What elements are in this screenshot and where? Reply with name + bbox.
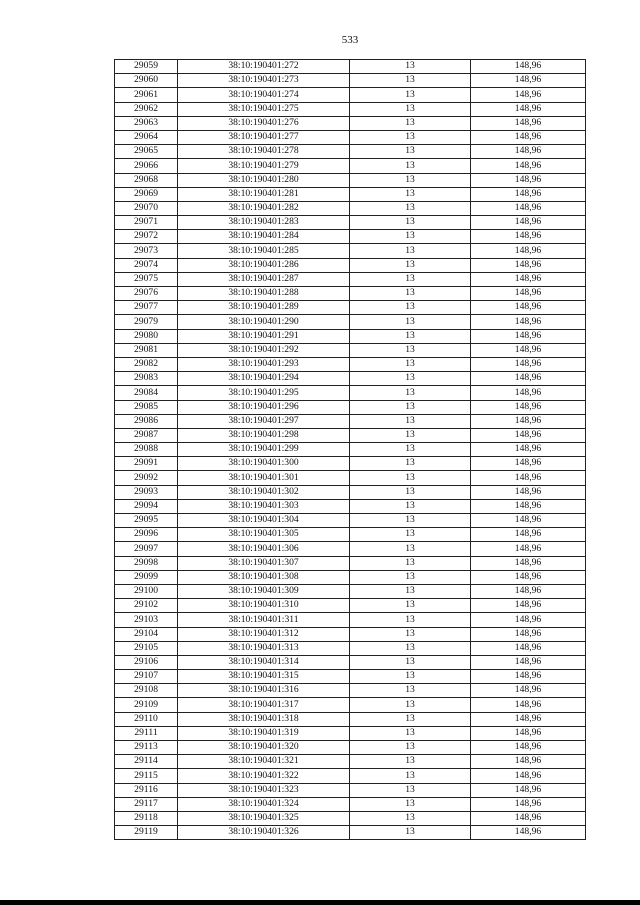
table-row <box>115 329 586 343</box>
count-cell: 13 <box>350 457 471 471</box>
cadastral-number-cell: 38:10:190401:295 <box>178 386 350 400</box>
cadastral-number-cell: 38:10:190401:284 <box>178 230 350 244</box>
table-row <box>115 627 586 641</box>
table-row <box>115 741 586 755</box>
row-number-cell: 29084 <box>115 386 178 400</box>
count-cell: 13 <box>350 613 471 627</box>
cadastral-number-cell: 38:10:190401:311 <box>178 613 350 627</box>
cadastral-number-cell: 38:10:190401:288 <box>178 287 350 301</box>
count-cell: 13 <box>350 797 471 811</box>
row-number-cell: 29082 <box>115 357 178 371</box>
count-cell: 13 <box>350 485 471 499</box>
area-value-cell: 148,96 <box>471 400 586 414</box>
row-number-cell: 29088 <box>115 443 178 457</box>
count-cell: 13 <box>350 499 471 513</box>
row-number-cell: 29093 <box>115 485 178 499</box>
cadastral-number-cell: 38:10:190401:300 <box>178 457 350 471</box>
count-cell: 13 <box>350 329 471 343</box>
count-cell: 13 <box>350 187 471 201</box>
count-cell: 13 <box>350 88 471 102</box>
row-number-cell: 29099 <box>115 570 178 584</box>
cadastral-number-cell: 38:10:190401:293 <box>178 357 350 371</box>
table-row <box>115 230 586 244</box>
area-value-cell: 148,96 <box>471 599 586 613</box>
count-cell: 13 <box>350 315 471 329</box>
count-cell: 13 <box>350 570 471 584</box>
row-number-cell: 29070 <box>115 201 178 215</box>
count-cell: 13 <box>350 769 471 783</box>
count-cell: 13 <box>350 684 471 698</box>
table-row <box>115 145 586 159</box>
area-value-cell: 148,96 <box>471 655 586 669</box>
table-body <box>115 60 586 840</box>
cadastral-number-cell: 38:10:190401:317 <box>178 698 350 712</box>
count-cell: 13 <box>350 599 471 613</box>
table-row <box>115 613 586 627</box>
area-value-cell: 148,96 <box>471 201 586 215</box>
table-row <box>115 116 586 130</box>
area-value-cell: 148,96 <box>471 514 586 528</box>
row-number-cell: 29115 <box>115 769 178 783</box>
cadastral-number-cell: 38:10:190401:291 <box>178 329 350 343</box>
row-number-cell: 29108 <box>115 684 178 698</box>
cadastral-number-cell: 38:10:190401:325 <box>178 811 350 825</box>
cadastral-number-cell: 38:10:190401:280 <box>178 173 350 187</box>
area-value-cell: 148,96 <box>471 414 586 428</box>
table-row <box>115 258 586 272</box>
row-number-cell: 29066 <box>115 159 178 173</box>
row-number-cell: 29065 <box>115 145 178 159</box>
cadastral-number-cell: 38:10:190401:306 <box>178 542 350 556</box>
table-row <box>115 698 586 712</box>
cadastral-number-cell: 38:10:190401:322 <box>178 769 350 783</box>
row-number-cell: 29079 <box>115 315 178 329</box>
table-row <box>115 826 586 840</box>
count-cell: 13 <box>350 244 471 258</box>
row-number-cell: 29061 <box>115 88 178 102</box>
count-cell: 13 <box>350 741 471 755</box>
table-row <box>115 783 586 797</box>
row-number-cell: 29111 <box>115 726 178 740</box>
area-value-cell: 148,96 <box>471 145 586 159</box>
area-value-cell: 148,96 <box>471 826 586 840</box>
area-value-cell: 148,96 <box>471 287 586 301</box>
cadastral-number-cell: 38:10:190401:305 <box>178 528 350 542</box>
area-value-cell: 148,96 <box>471 329 586 343</box>
cadastral-number-cell: 38:10:190401:273 <box>178 74 350 88</box>
cadastral-number-cell: 38:10:190401:310 <box>178 599 350 613</box>
area-value-cell: 148,96 <box>471 372 586 386</box>
row-number-cell: 29074 <box>115 258 178 272</box>
cadastral-number-cell: 38:10:190401:302 <box>178 485 350 499</box>
cadastral-number-cell: 38:10:190401:315 <box>178 670 350 684</box>
table-row <box>115 315 586 329</box>
cadastral-number-cell: 38:10:190401:275 <box>178 102 350 116</box>
table-row <box>115 641 586 655</box>
row-number-cell: 29096 <box>115 528 178 542</box>
table-row <box>115 201 586 215</box>
table-row <box>115 584 586 598</box>
table-row <box>115 88 586 102</box>
table-row <box>115 414 586 428</box>
cadastral-number-cell: 38:10:190401:297 <box>178 414 350 428</box>
table-row <box>115 528 586 542</box>
count-cell: 13 <box>350 159 471 173</box>
cadastral-number-cell: 38:10:190401:313 <box>178 641 350 655</box>
cadastral-number-cell: 38:10:190401:285 <box>178 244 350 258</box>
row-number-cell: 29059 <box>115 60 178 74</box>
table-row <box>115 287 586 301</box>
table-row <box>115 272 586 286</box>
row-number-cell: 29110 <box>115 712 178 726</box>
count-cell: 13 <box>350 357 471 371</box>
count-cell: 13 <box>350 514 471 528</box>
area-value-cell: 148,96 <box>471 726 586 740</box>
cadastral-number-cell: 38:10:190401:292 <box>178 343 350 357</box>
table-row <box>115 343 586 357</box>
table-row <box>115 712 586 726</box>
row-number-cell: 29086 <box>115 414 178 428</box>
row-number-cell: 29060 <box>115 74 178 88</box>
area-value-cell: 148,96 <box>471 698 586 712</box>
table-row <box>115 471 586 485</box>
count-cell: 13 <box>350 258 471 272</box>
area-value-cell: 148,96 <box>471 457 586 471</box>
row-number-cell: 29113 <box>115 741 178 755</box>
count-cell: 13 <box>350 428 471 442</box>
table-row <box>115 655 586 669</box>
count-cell: 13 <box>350 272 471 286</box>
area-value-cell: 148,96 <box>471 88 586 102</box>
table-row <box>115 570 586 584</box>
area-value-cell: 148,96 <box>471 613 586 627</box>
area-value-cell: 148,96 <box>471 428 586 442</box>
row-number-cell: 29064 <box>115 130 178 144</box>
table-row <box>115 400 586 414</box>
scan-bottom-edge <box>0 900 640 905</box>
cadastral-number-cell: 38:10:190401:301 <box>178 471 350 485</box>
area-value-cell: 148,96 <box>471 769 586 783</box>
area-value-cell: 148,96 <box>471 159 586 173</box>
cadastral-number-cell: 38:10:190401:283 <box>178 216 350 230</box>
row-number-cell: 29102 <box>115 599 178 613</box>
count-cell: 13 <box>350 287 471 301</box>
row-number-cell: 29063 <box>115 116 178 130</box>
table-row <box>115 357 586 371</box>
row-number-cell: 29106 <box>115 655 178 669</box>
row-number-cell: 29100 <box>115 584 178 598</box>
count-cell: 13 <box>350 301 471 315</box>
area-value-cell: 148,96 <box>471 797 586 811</box>
count-cell: 13 <box>350 102 471 116</box>
cadastral-number-cell: 38:10:190401:319 <box>178 726 350 740</box>
area-value-cell: 148,96 <box>471 244 586 258</box>
count-cell: 13 <box>350 60 471 74</box>
table-row <box>115 684 586 698</box>
table-row <box>115 386 586 400</box>
row-number-cell: 29076 <box>115 287 178 301</box>
table-row <box>115 755 586 769</box>
cadastral-number-cell: 38:10:190401:299 <box>178 443 350 457</box>
area-value-cell: 148,96 <box>471 130 586 144</box>
count-cell: 13 <box>350 811 471 825</box>
cadastral-number-cell: 38:10:190401:276 <box>178 116 350 130</box>
table-row <box>115 372 586 386</box>
area-value-cell: 148,96 <box>471 74 586 88</box>
row-number-cell: 29073 <box>115 244 178 258</box>
count-cell: 13 <box>350 386 471 400</box>
table-row <box>115 216 586 230</box>
area-value-cell: 148,96 <box>471 272 586 286</box>
cadastral-number-cell: 38:10:190401:308 <box>178 570 350 584</box>
table-row <box>115 102 586 116</box>
count-cell: 13 <box>350 230 471 244</box>
area-value-cell: 148,96 <box>471 301 586 315</box>
row-number-cell: 29118 <box>115 811 178 825</box>
row-number-cell: 29069 <box>115 187 178 201</box>
cadastral-number-cell: 38:10:190401:323 <box>178 783 350 797</box>
table-row <box>115 599 586 613</box>
row-number-cell: 29075 <box>115 272 178 286</box>
count-cell: 13 <box>350 712 471 726</box>
cadastral-number-cell: 38:10:190401:278 <box>178 145 350 159</box>
area-value-cell: 148,96 <box>471 258 586 272</box>
count-cell: 13 <box>350 471 471 485</box>
row-number-cell: 29104 <box>115 627 178 641</box>
count-cell: 13 <box>350 372 471 386</box>
table-row <box>115 301 586 315</box>
area-value-cell: 148,96 <box>471 187 586 201</box>
count-cell: 13 <box>350 201 471 215</box>
row-number-cell: 29116 <box>115 783 178 797</box>
cadastral-number-cell: 38:10:190401:324 <box>178 797 350 811</box>
table-row <box>115 244 586 258</box>
row-number-cell: 29085 <box>115 400 178 414</box>
area-value-cell: 148,96 <box>471 216 586 230</box>
cadastral-number-cell: 38:10:190401:281 <box>178 187 350 201</box>
row-number-cell: 29094 <box>115 499 178 513</box>
row-number-cell: 29087 <box>115 428 178 442</box>
cadastral-number-cell: 38:10:190401:286 <box>178 258 350 272</box>
area-value-cell: 148,96 <box>471 684 586 698</box>
count-cell: 13 <box>350 74 471 88</box>
row-number-cell: 29071 <box>115 216 178 230</box>
cadastral-number-cell: 38:10:190401:272 <box>178 60 350 74</box>
row-number-cell: 29109 <box>115 698 178 712</box>
table-row <box>115 187 586 201</box>
cadastral-number-cell: 38:10:190401:294 <box>178 372 350 386</box>
area-value-cell: 148,96 <box>471 755 586 769</box>
row-number-cell: 29119 <box>115 826 178 840</box>
area-value-cell: 148,96 <box>471 357 586 371</box>
table-row <box>115 60 586 74</box>
row-number-cell: 29103 <box>115 613 178 627</box>
table-row <box>115 443 586 457</box>
count-cell: 13 <box>350 556 471 570</box>
page-number: 533 <box>341 34 359 46</box>
area-value-cell: 148,96 <box>471 783 586 797</box>
cadastral-number-cell: 38:10:190401:326 <box>178 826 350 840</box>
table-row <box>115 130 586 144</box>
cadastral-number-cell: 38:10:190401:318 <box>178 712 350 726</box>
cadastral-number-cell: 38:10:190401:277 <box>178 130 350 144</box>
table-row <box>115 74 586 88</box>
row-number-cell: 29068 <box>115 173 178 187</box>
row-number-cell: 29092 <box>115 471 178 485</box>
cadastral-number-cell: 38:10:190401:321 <box>178 755 350 769</box>
cadastral-number-cell: 38:10:190401:312 <box>178 627 350 641</box>
area-value-cell: 148,96 <box>471 343 586 357</box>
cadastral-number-cell: 38:10:190401:316 <box>178 684 350 698</box>
count-cell: 13 <box>350 414 471 428</box>
count-cell: 13 <box>350 173 471 187</box>
row-number-cell: 29117 <box>115 797 178 811</box>
count-cell: 13 <box>350 641 471 655</box>
row-number-cell: 29097 <box>115 542 178 556</box>
row-number-cell: 29114 <box>115 755 178 769</box>
area-value-cell: 148,96 <box>471 584 586 598</box>
row-number-cell: 29077 <box>115 301 178 315</box>
area-value-cell: 148,96 <box>471 741 586 755</box>
row-number-cell: 29107 <box>115 670 178 684</box>
count-cell: 13 <box>350 400 471 414</box>
count-cell: 13 <box>350 698 471 712</box>
table-row <box>115 726 586 740</box>
area-value-cell: 148,96 <box>471 556 586 570</box>
count-cell: 13 <box>350 655 471 669</box>
count-cell: 13 <box>350 443 471 457</box>
cadastral-number-cell: 38:10:190401:314 <box>178 655 350 669</box>
area-value-cell: 148,96 <box>471 60 586 74</box>
cadastral-number-cell: 38:10:190401:303 <box>178 499 350 513</box>
row-number-cell: 29062 <box>115 102 178 116</box>
cadastral-number-cell: 38:10:190401:290 <box>178 315 350 329</box>
count-cell: 13 <box>350 755 471 769</box>
data-table <box>114 59 586 840</box>
table-row <box>115 542 586 556</box>
table-row <box>115 811 586 825</box>
cadastral-number-cell: 38:10:190401:282 <box>178 201 350 215</box>
row-number-cell: 29098 <box>115 556 178 570</box>
row-number-cell: 29091 <box>115 457 178 471</box>
table-row <box>115 769 586 783</box>
count-cell: 13 <box>350 145 471 159</box>
area-value-cell: 148,96 <box>471 116 586 130</box>
count-cell: 13 <box>350 670 471 684</box>
area-value-cell: 148,96 <box>471 641 586 655</box>
table-row <box>115 670 586 684</box>
table-row <box>115 428 586 442</box>
area-value-cell: 148,96 <box>471 811 586 825</box>
cadastral-number-cell: 38:10:190401:307 <box>178 556 350 570</box>
area-value-cell: 148,96 <box>471 230 586 244</box>
area-value-cell: 148,96 <box>471 386 586 400</box>
cadastral-number-cell: 38:10:190401:289 <box>178 301 350 315</box>
table-row <box>115 485 586 499</box>
area-value-cell: 148,96 <box>471 670 586 684</box>
row-number-cell: 29080 <box>115 329 178 343</box>
count-cell: 13 <box>350 726 471 740</box>
count-cell: 13 <box>350 116 471 130</box>
cadastral-number-cell: 38:10:190401:298 <box>178 428 350 442</box>
area-value-cell: 148,96 <box>471 542 586 556</box>
area-value-cell: 148,96 <box>471 499 586 513</box>
count-cell: 13 <box>350 826 471 840</box>
area-value-cell: 148,96 <box>471 627 586 641</box>
count-cell: 13 <box>350 343 471 357</box>
cadastral-number-cell: 38:10:190401:279 <box>178 159 350 173</box>
area-value-cell: 148,96 <box>471 570 586 584</box>
cadastral-number-cell: 38:10:190401:274 <box>178 88 350 102</box>
table-row <box>115 173 586 187</box>
table-row <box>115 797 586 811</box>
cadastral-number-cell: 38:10:190401:309 <box>178 584 350 598</box>
row-number-cell: 29072 <box>115 230 178 244</box>
count-cell: 13 <box>350 528 471 542</box>
area-value-cell: 148,96 <box>471 712 586 726</box>
cadastral-number-cell: 38:10:190401:320 <box>178 741 350 755</box>
row-number-cell: 29095 <box>115 514 178 528</box>
area-value-cell: 148,96 <box>471 528 586 542</box>
count-cell: 13 <box>350 216 471 230</box>
count-cell: 13 <box>350 584 471 598</box>
count-cell: 13 <box>350 542 471 556</box>
count-cell: 13 <box>350 627 471 641</box>
count-cell: 13 <box>350 783 471 797</box>
area-value-cell: 148,96 <box>471 471 586 485</box>
table-row <box>115 159 586 173</box>
count-cell: 13 <box>350 130 471 144</box>
area-value-cell: 148,96 <box>471 102 586 116</box>
area-value-cell: 148,96 <box>471 443 586 457</box>
row-number-cell: 29081 <box>115 343 178 357</box>
area-value-cell: 148,96 <box>471 485 586 499</box>
table-row <box>115 457 586 471</box>
row-number-cell: 29083 <box>115 372 178 386</box>
table-row <box>115 499 586 513</box>
cadastral-number-cell: 38:10:190401:304 <box>178 514 350 528</box>
cadastral-number-cell: 38:10:190401:296 <box>178 400 350 414</box>
table-row <box>115 514 586 528</box>
area-value-cell: 148,96 <box>471 315 586 329</box>
area-value-cell: 148,96 <box>471 173 586 187</box>
cadastral-number-cell: 38:10:190401:287 <box>178 272 350 286</box>
table-row <box>115 556 586 570</box>
row-number-cell: 29105 <box>115 641 178 655</box>
